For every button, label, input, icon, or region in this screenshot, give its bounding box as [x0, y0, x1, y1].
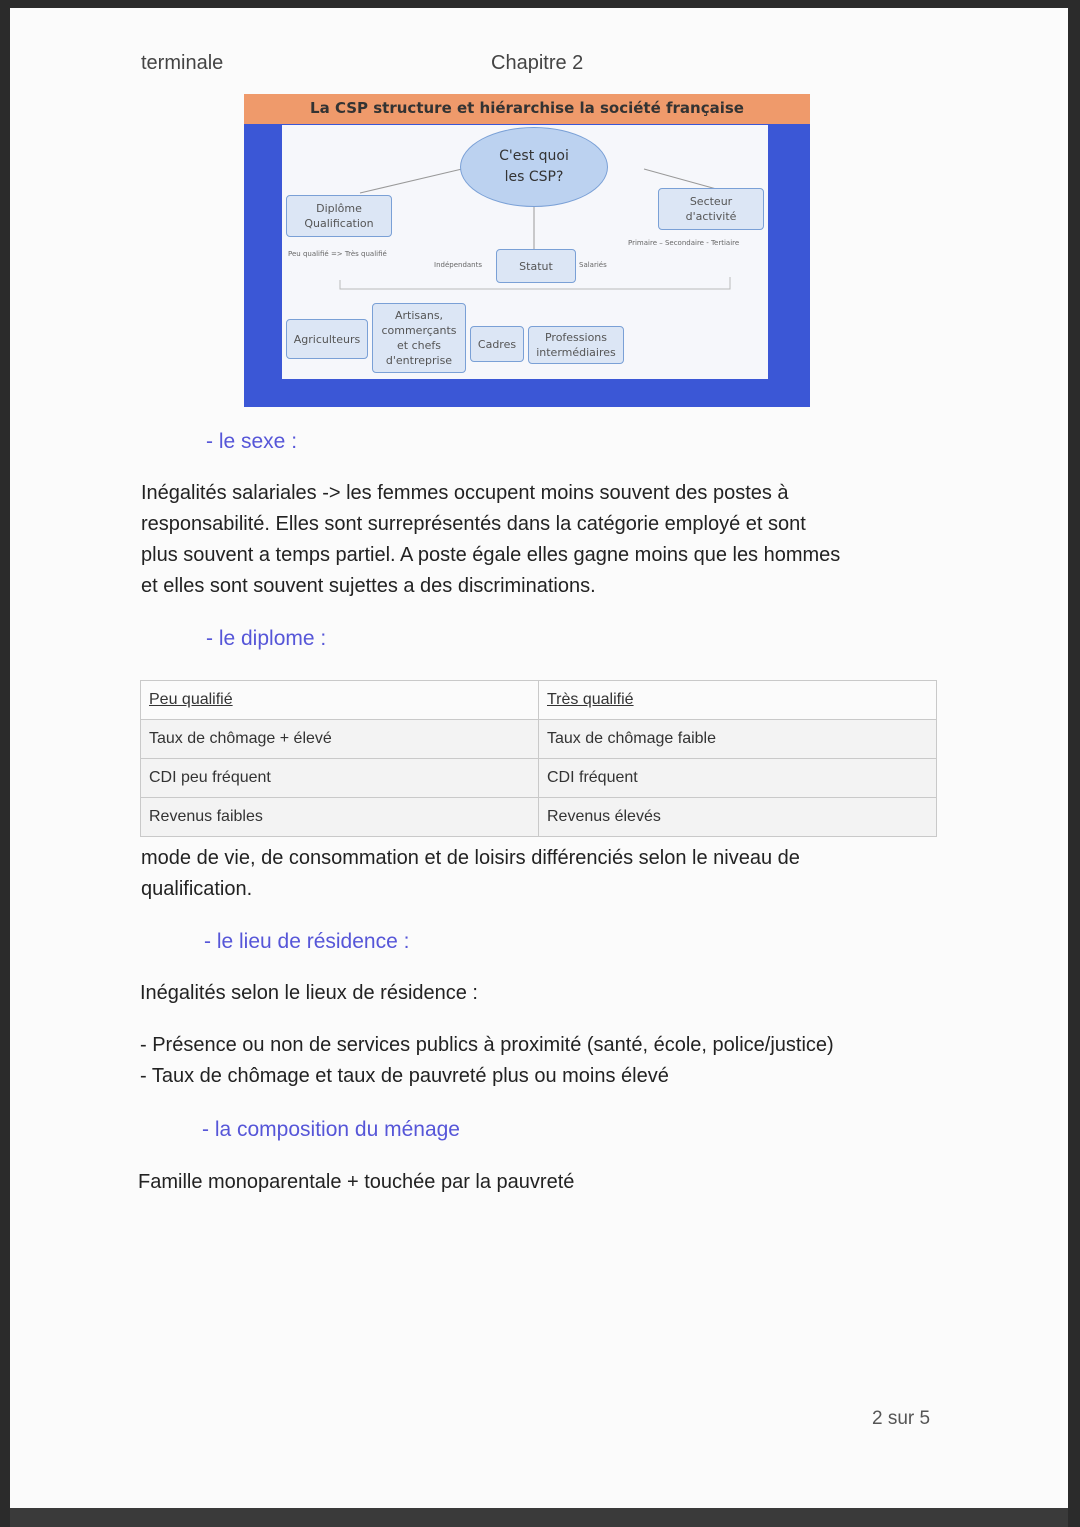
qualification-line1: mode de vie, de consommation et de loisirs différenciés selon le niveau de — [141, 847, 800, 869]
table-row — [141, 720, 937, 759]
page-bottom-edge — [10, 1508, 1068, 1527]
table-cell: Taux de chômage + élevé — [141, 720, 539, 759]
heading-diplome: - le diplome : — [206, 627, 327, 650]
artisans-line2: commerçants — [381, 324, 457, 337]
artisans-line4: d'entreprise — [385, 354, 453, 367]
table-row — [141, 759, 937, 798]
prof-line2: intermédiaires — [536, 346, 616, 359]
csp-question-line1: C'est quoi — [499, 148, 569, 164]
header-tres-qualifie: Très qualifié — [547, 691, 634, 708]
header-class-label: terminale — [141, 52, 224, 74]
secteur-box — [658, 188, 764, 230]
table-cell: CDI fréquent — [539, 759, 937, 798]
secteur-line2: d'activité — [685, 210, 737, 223]
paragraph-sexe — [141, 478, 840, 602]
qualification-scale: Peu qualifié => Très qualifié — [288, 250, 387, 258]
secteur-line1: Secteur — [689, 195, 733, 208]
heading-residence: - le lieu de résidence : — [204, 930, 410, 953]
table-cell: Revenus faibles — [141, 798, 539, 837]
table-cell: CDI peu fréquent — [141, 759, 539, 798]
qualification-line2: qualification. — [141, 878, 253, 900]
menage-text: Famille monoparentale + touchée par la pauvreté — [138, 1171, 575, 1193]
table-header-row — [141, 681, 937, 720]
prof-line1: Professions — [544, 331, 608, 344]
sexe-line2: responsabilité. Elles sont surreprésentés dans la catégorie employé et sont — [141, 513, 806, 535]
diplome-line1: Diplôme — [316, 202, 362, 215]
residence-intro: Inégalités selon le lieux de résidence : — [140, 982, 478, 1004]
residence-bullets — [140, 1030, 834, 1092]
sexe-line1: Inégalités salariales -> les femmes occupent moins souvent des postes à — [141, 482, 789, 504]
statut-independants: Indépendants — [434, 261, 482, 269]
secteur-scale: Primaire – Secondaire - Tertiaire — [628, 239, 740, 247]
header-chapter-label: Chapitre 2 — [491, 52, 584, 74]
statut-salaries: Salariés — [579, 261, 607, 269]
table-header-cell — [141, 681, 539, 720]
artisans-line1: Artisans, — [394, 309, 444, 322]
diplome-line2: Qualification — [304, 217, 374, 230]
header-peu-qualifie: Peu qualifié — [149, 691, 233, 708]
statut-box: Statut — [496, 249, 576, 283]
csp-question-line2: les CSP? — [504, 169, 564, 185]
residence-bullet-1: - Présence ou non de services publics à proximité (santé, école, police/justice) — [140, 1034, 834, 1056]
category-agriculteurs: Agriculteurs — [286, 319, 368, 359]
qualification-table — [140, 680, 937, 837]
diagram-title: La CSP structure et hiérarchise la société française — [244, 94, 810, 124]
heading-menage: - la composition du ménage — [202, 1118, 460, 1141]
table-row — [141, 798, 937, 837]
csp-diagram — [244, 94, 810, 407]
page-number: 2 sur 5 — [872, 1408, 931, 1429]
table-cell: Revenus élevés — [539, 798, 937, 837]
category-cadres: Cadres — [470, 326, 524, 362]
residence-bullet-2: - Taux de chômage et taux de pauvreté plus ou moins élevé — [140, 1065, 669, 1087]
sexe-line3: plus souvent a temps partiel. A poste égale elles gagne moins que les hommes — [141, 544, 841, 566]
table-header-cell — [539, 681, 937, 720]
category-professions-intermediaires — [528, 326, 624, 364]
csp-question-bubble — [460, 127, 608, 207]
artisans-line3: et chefs — [397, 339, 441, 352]
table-cell: Taux de chômage faible — [539, 720, 937, 759]
category-artisans — [372, 303, 466, 373]
sexe-line4: et elles sont souvent sujettes a des discriminations. — [141, 575, 596, 597]
heading-sexe: - le sexe : — [206, 430, 298, 453]
diagram-canvas — [282, 125, 768, 379]
paragraph-qualification — [141, 843, 800, 905]
diplome-box — [286, 195, 392, 237]
